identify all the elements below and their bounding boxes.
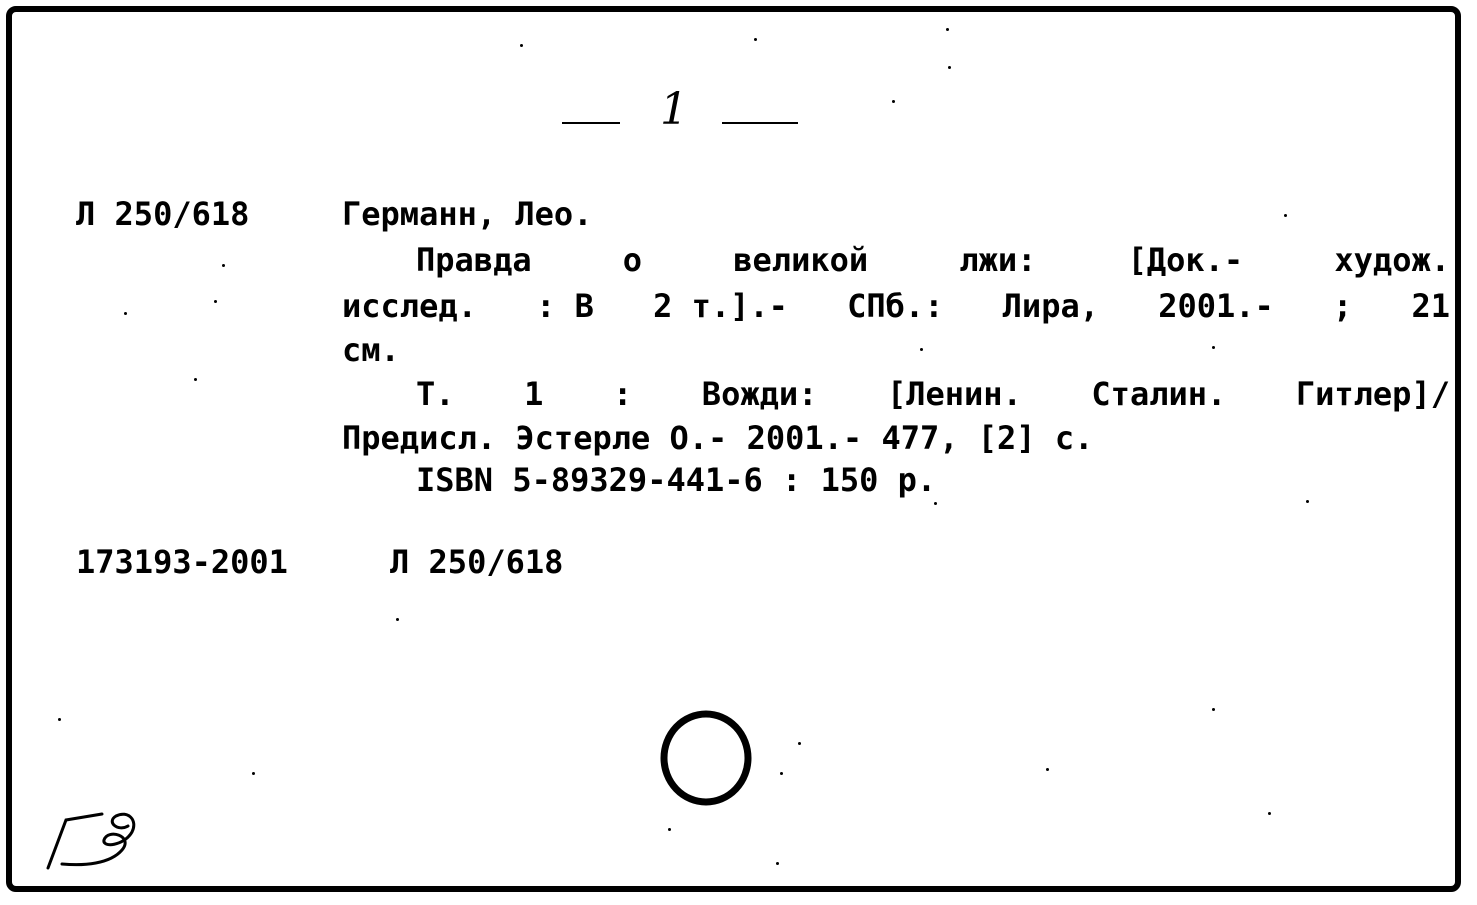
speck <box>1046 768 1049 771</box>
card-number: 1 <box>660 84 688 135</box>
speck <box>892 100 895 103</box>
punch-hole <box>658 708 754 808</box>
author-heading: Германн, Лео. <box>342 195 593 233</box>
title-word: Лира, <box>1002 287 1099 325</box>
speck <box>1212 708 1215 711</box>
volume-word: : <box>612 375 633 413</box>
title-line-1 <box>416 240 1450 280</box>
speck <box>946 28 949 31</box>
right-dash <box>722 122 798 124</box>
speck <box>1306 500 1309 503</box>
speck <box>754 38 757 41</box>
title-line-2 <box>342 286 1450 326</box>
volume-line-1 <box>416 374 1450 414</box>
speck <box>776 862 779 865</box>
speck <box>1212 346 1215 349</box>
title-word: о <box>622 241 643 279</box>
isbn-line: ISBN 5-89329-441-6 : 150 р. <box>416 461 937 499</box>
accession-number: 173193-2001 <box>76 543 288 581</box>
volume-word: Сталин. <box>1091 375 1227 413</box>
title-word: худож. <box>1334 241 1450 279</box>
shelfmark-bottom: Л 250/618 <box>390 543 564 581</box>
speck <box>920 348 923 351</box>
title-line-3: см. <box>342 331 400 369</box>
speck <box>668 828 671 831</box>
speck <box>948 66 951 69</box>
title-word: : В <box>536 287 594 325</box>
title-word: великой <box>733 241 869 279</box>
initials-text: ГВ <box>44 806 46 807</box>
title-word: 2001.- <box>1158 287 1274 325</box>
title-word: ; <box>1332 287 1353 325</box>
handwritten-initials <box>44 806 154 872</box>
volume-word: [Ленин. <box>886 375 1022 413</box>
shelfmark: Л 250/618 <box>76 195 250 233</box>
speck <box>1284 214 1287 217</box>
volume-word: Гитлер]/ <box>1295 375 1450 413</box>
speck <box>214 300 217 303</box>
title-word: исслед. <box>342 287 477 325</box>
title-word: [Док.- <box>1127 241 1244 279</box>
speck <box>58 718 61 721</box>
speck <box>1268 812 1271 815</box>
volume-word: Т. <box>416 375 455 413</box>
title-word: 2 т.].- <box>653 287 788 325</box>
speck <box>780 772 783 775</box>
title-word: Правда <box>416 241 532 279</box>
speck <box>934 502 937 505</box>
volume-word: 1 <box>524 375 544 413</box>
speck <box>396 618 399 621</box>
speck <box>124 312 127 315</box>
left-dash <box>562 122 620 124</box>
speck <box>798 742 801 745</box>
title-word: СПб.: <box>847 287 944 325</box>
speck <box>252 772 255 775</box>
volume-word: Вожди: <box>701 375 818 413</box>
speck <box>520 44 523 47</box>
title-word: лжи: <box>959 241 1037 279</box>
volume-line-2: Предисл. Эстерле О.- 2001.- 477, [2] с. <box>342 419 1094 457</box>
title-word: 21 <box>1411 287 1450 325</box>
speck <box>194 378 197 381</box>
speck <box>222 264 225 267</box>
